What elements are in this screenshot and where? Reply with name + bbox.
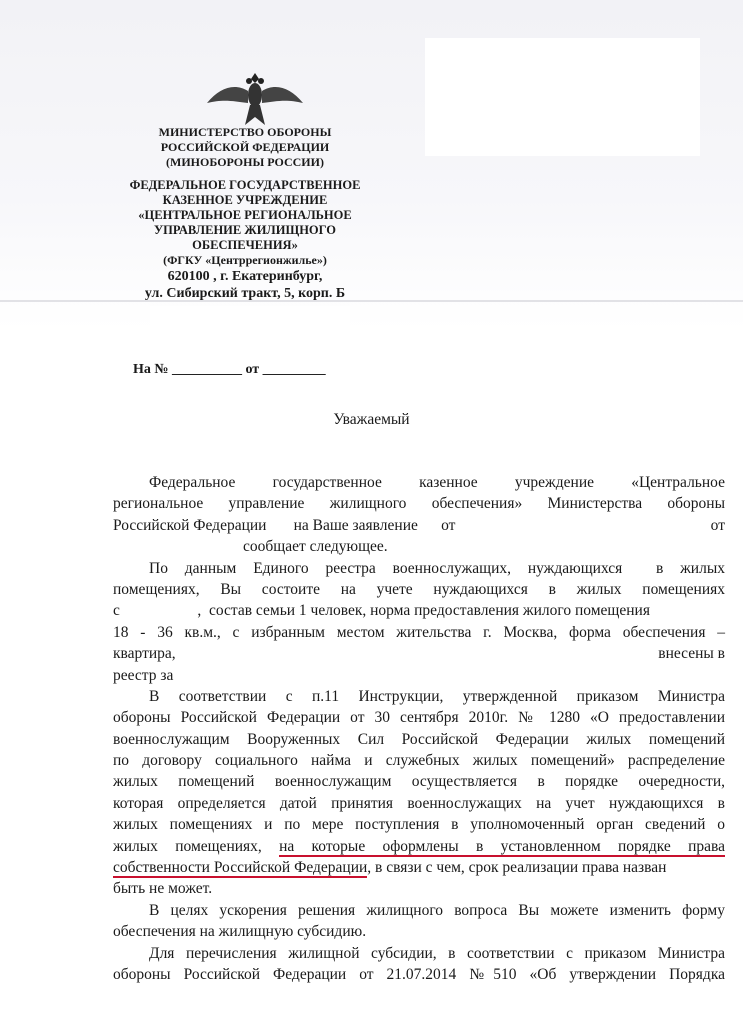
text-line: обороны Российской Федерации от 21.07.2014 №510 «Об утверждении Порядка	[113, 965, 725, 983]
text-line: сообщает следующее.	[243, 538, 388, 556]
text-line: Федеральное государственное казенное учреждение «Центральное	[149, 474, 725, 491]
text-line: военнослужащим Вооруженных Сил Российской Федерации жилых помещений	[113, 730, 725, 748]
text-fragment: Российской Федерации на Ваше заявление от	[113, 516, 456, 534]
underlined-text: собственности Российской Федерации	[113, 859, 368, 877]
reference-line: На № __________ от _________	[133, 362, 326, 377]
text-line: обеспечения на жилищную субсидию.	[113, 923, 367, 941]
ministry-line: (МИНОБОРОНЫ РОССИИ)	[166, 155, 324, 169]
text-line	[113, 515, 725, 536]
text-line	[113, 836, 725, 857]
text-fragment: , в связи с чем, срок реализации права назван	[367, 859, 667, 877]
text-line: Для перечисления жилищной субсидии, в соответствии с приказом Министра	[149, 944, 725, 962]
text-fragment: внесены в	[658, 645, 725, 663]
text-line: быть не может.	[113, 880, 213, 898]
text-line: по договору социального найма и служебных жилых помещений» распределение	[113, 752, 725, 770]
text-line: региональное управление жилищного обеспечения» Министерства обороны	[113, 495, 725, 513]
institution-line: КАЗЕННОЕ УЧРЕЖДЕНИЕ	[162, 193, 328, 207]
text-line: В целях ускорения решения жилищного вопроса Вы можете изменить форму	[149, 901, 725, 919]
text-line: обороны Российской Федерации от 30 сентября 2010г. № 1280 «О предоставлении	[113, 709, 725, 727]
text-line: В соответствии с п.11 Инструкции, утвержденной приказом Министра	[149, 687, 725, 705]
institution-short-name: (ФГКУ «Центррегионжилье»)	[163, 253, 327, 267]
text-line	[113, 643, 725, 664]
text-line	[113, 857, 725, 878]
address-line: ул. Сибирский тракт, 5, корп. Б	[144, 286, 346, 301]
address-line: 620100 , г. Екатеринбург,	[167, 269, 323, 284]
text-fragment: жилых помещениях,	[113, 837, 262, 855]
text-line: По данным Единого реестра военнослужащих, нуждающихся в жилых	[149, 559, 725, 577]
text-line: с , состав семьи 1 человек, норма предоставления жилого помещения	[113, 602, 650, 620]
letter-body	[113, 472, 725, 985]
text-line: помещениях, Вы состоите на учете нуждающихся в жилых помещениях	[113, 580, 725, 598]
institution-header	[110, 178, 380, 302]
ministry-line: МИНИСТЕРСТВО ОБОРОНЫ	[158, 125, 332, 139]
text-fragment: квартира,	[113, 645, 176, 663]
text-line: жилых помещений военнослужащим осуществляется в порядке очередности,	[113, 773, 725, 791]
text-line: которая определяется датой принятия военнослужащих на учет нуждающихся в	[113, 794, 725, 812]
institution-line: ОБЕСПЕЧЕНИЯ»	[192, 238, 298, 252]
institution-line: ФЕДЕРАЛЬНОЕ ГОСУДАРСТВЕННОЕ	[129, 178, 361, 192]
ministry-line: РОССИЙСКОЙ ФЕДЕРАЦИИ	[160, 140, 330, 154]
text-fragment: от	[710, 516, 725, 534]
institution-line: «ЦЕНТРАЛЬНОЕ РЕГИОНАЛЬНОЕ	[138, 208, 352, 222]
text-line: жилых помещениях и по мере поступления в уполномоченный орган сведений о	[113, 816, 725, 834]
underlined-text: на которые оформлены в установленном порядке права	[279, 837, 725, 855]
ministry-header	[110, 125, 380, 170]
redacted-recipient	[425, 38, 700, 156]
institution-line: УПРАВЛЕНИЕ ЖИЛИЩНОГО	[153, 223, 337, 237]
text-line: реестр за	[113, 666, 174, 684]
redacted-outgoing-number	[150, 306, 350, 348]
text-line: 18 - 36 кв.м., с избранным местом жительства г. Москва, форма обеспечения –	[113, 623, 725, 641]
greeting: Уважаемый	[333, 411, 410, 428]
